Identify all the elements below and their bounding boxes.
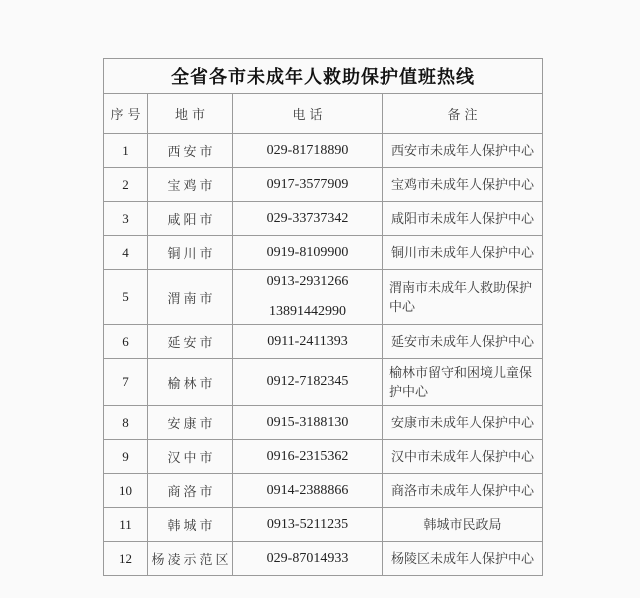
cell-remark: 西安市未成年人保护中心: [390, 143, 534, 158]
cell-phone: [233, 359, 383, 405]
cell-city: 宝鸡市: [148, 168, 233, 201]
table-row: [104, 542, 542, 575]
table-row: [104, 236, 542, 270]
table-row: [104, 508, 542, 542]
cell-phone: [233, 168, 383, 201]
table-row: [104, 440, 542, 474]
cell-serial: 10: [104, 474, 148, 507]
table-row: [104, 325, 542, 359]
cell-phone: [233, 134, 383, 167]
table-row: [104, 359, 542, 406]
cell-serial: 3: [104, 202, 148, 235]
cell-city: 咸阳市: [148, 202, 233, 235]
cell-city: 渭南市: [148, 270, 233, 324]
cell-serial: 8: [104, 406, 148, 439]
table-row: [104, 134, 542, 168]
header-cell: 序号: [104, 94, 148, 133]
phone-number: 0913-2931266: [266, 274, 349, 289]
cell-phone: [233, 202, 383, 235]
cell-remark: 宝鸡市未成年人保护中心: [390, 177, 534, 192]
phone-number: 0915-3188130: [266, 414, 349, 430]
header-cell: 备注: [447, 107, 482, 122]
table-row: [104, 202, 542, 236]
phone-number: 029-87014933: [266, 550, 349, 566]
cell-phone: [233, 325, 383, 358]
cell-city: 铜川市: [148, 236, 233, 269]
phone-number: 0912-7182345: [266, 374, 349, 389]
cell-city: 延安市: [148, 325, 233, 358]
phone-number: 0916-2315362: [266, 448, 349, 464]
cell-city: 杨凌示范区: [148, 542, 233, 575]
cell-remark: 咸阳市未成年人保护中心: [390, 211, 534, 226]
header-cell: 电话: [233, 94, 383, 133]
table-title: 全省各市未成年人救助保护值班热线: [104, 59, 542, 94]
cell-city: 榆林市: [148, 359, 233, 405]
table-row: [104, 406, 542, 440]
cell-city: 汉中市: [148, 440, 233, 473]
cell-city: 西安市: [148, 134, 233, 167]
cell-phone: [233, 440, 383, 473]
phone-number: 13891442990: [269, 304, 346, 319]
cell-remark: 延安市未成年人保护中心: [390, 334, 534, 349]
hotline-table: [103, 58, 543, 576]
cell-phone: [233, 236, 383, 269]
cell-serial: 4: [104, 236, 148, 269]
phone-number: 0913-5211235: [266, 516, 349, 532]
phone-number: 029-33737342: [266, 210, 349, 226]
table-row: [104, 474, 542, 508]
cell-remark: 商洛市未成年人保护中心: [390, 483, 534, 498]
cell-phone: [233, 508, 383, 541]
cell-city: 韩城市: [148, 508, 233, 541]
cell-serial: 2: [104, 168, 148, 201]
phone-number: 029-81718890: [266, 142, 349, 158]
cell-remark: 韩城市民政局: [423, 517, 502, 532]
cell-phone: [233, 406, 383, 439]
cell-remark: 铜川市未成年人保护中心: [390, 245, 534, 260]
cell-serial: 12: [104, 542, 148, 575]
phone-number: 0911-2411393: [267, 333, 348, 349]
cell-phone: [233, 542, 383, 575]
cell-serial: 11: [104, 508, 148, 541]
table-body: [104, 134, 542, 575]
cell-remark: 杨陵区未成年人保护中心: [390, 551, 534, 566]
cell-phone: [233, 474, 383, 507]
cell-serial: 7: [104, 359, 148, 405]
cell-serial: 6: [104, 325, 148, 358]
cell-remark: 渭南市未成年人救助保护中心: [389, 280, 533, 314]
cell-serial: 9: [104, 440, 148, 473]
cell-serial: 5: [104, 270, 148, 324]
cell-remark: 榆林市留守和困境儿童保护中心: [389, 365, 533, 399]
cell-serial: 1: [104, 134, 148, 167]
phone-number: 0914-2388866: [266, 482, 349, 498]
header-cell: 地市: [148, 94, 233, 133]
cell-remark: 汉中市未成年人保护中心: [390, 449, 534, 464]
cell-city: 安康市: [148, 406, 233, 439]
table-header-row: [104, 94, 542, 134]
cell-phone: [233, 270, 383, 324]
phone-number: 0917-3577909: [266, 176, 349, 192]
table-row: [104, 270, 542, 325]
cell-remark: 安康市未成年人保护中心: [390, 415, 534, 430]
cell-city: 商洛市: [148, 474, 233, 507]
table-row: [104, 168, 542, 202]
phone-number: 0919-8109900: [266, 244, 349, 260]
